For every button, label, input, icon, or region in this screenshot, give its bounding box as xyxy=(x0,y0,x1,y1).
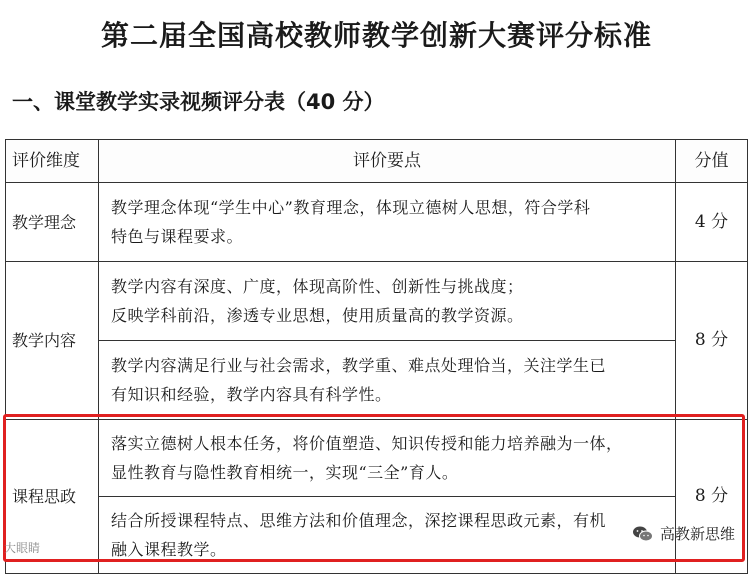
score-cell: 8 分 xyxy=(676,420,748,574)
left-watermark: 大眼睛 xyxy=(4,541,41,555)
score-cell: 4 分 xyxy=(676,183,748,262)
key-point-cell xyxy=(99,341,676,420)
key-point-line: 教学理念体现“学生中心”教育理念，体现立德树人思想，符合学科 xyxy=(111,198,591,217)
key-point-line: 教学内容满足行业与社会需求，教学重、难点处理恰当，关注学生已 xyxy=(111,356,607,375)
key-point-line: 特色与课程要求。 xyxy=(111,227,244,246)
document-title: 第二届全国高校教师教学创新大赛评分标准 xyxy=(100,19,652,52)
header-dimension: 评价维度 xyxy=(6,140,99,183)
key-point-cell xyxy=(99,262,676,341)
key-point-line: 有知识和经验，教学内容具有科学性。 xyxy=(111,385,392,404)
table-header-row xyxy=(6,140,748,183)
dimension-cell: 教学理念 xyxy=(6,183,99,262)
table-row xyxy=(6,262,748,341)
wechat-icon xyxy=(632,525,654,543)
key-point-cell xyxy=(99,183,676,262)
key-point-line: 融入课程教学。 xyxy=(111,540,227,559)
header-score: 分值 xyxy=(676,140,748,183)
key-point-line: 结合所授课程特点、思维方法和价值理念，深挖课程思政元素，有机 xyxy=(111,511,607,530)
key-point-line: 显性教育与隐性教育相统一，实现“三全”育人。 xyxy=(111,463,459,482)
dimension-cell: 课程思政 xyxy=(6,420,99,574)
score-cell: 8 分 xyxy=(676,262,748,420)
dimension-cell: 教学内容 xyxy=(6,262,99,420)
header-key-points: 评价要点 xyxy=(99,140,676,183)
key-point-line: 教学内容有深度、广度，体现高阶性、创新性与挑战度； xyxy=(111,277,524,296)
key-point-cell xyxy=(99,420,676,497)
wechat-watermark xyxy=(632,523,735,544)
key-point-line: 落实立德树人根本任务，将价值塑造、知识传授和能力培养融为一体， xyxy=(111,434,623,453)
key-point-cell xyxy=(99,497,676,574)
scoring-table xyxy=(5,139,748,574)
section-heading: 一、课堂教学实录视频评分表（40 分） xyxy=(12,90,385,114)
watermark-text: 高教新思维 xyxy=(659,525,735,543)
table-row xyxy=(6,420,748,497)
table-row xyxy=(6,183,748,262)
key-point-line: 反映学科前沿，渗透专业思想，使用质量高的教学资源。 xyxy=(111,306,524,325)
table-row xyxy=(6,341,748,420)
